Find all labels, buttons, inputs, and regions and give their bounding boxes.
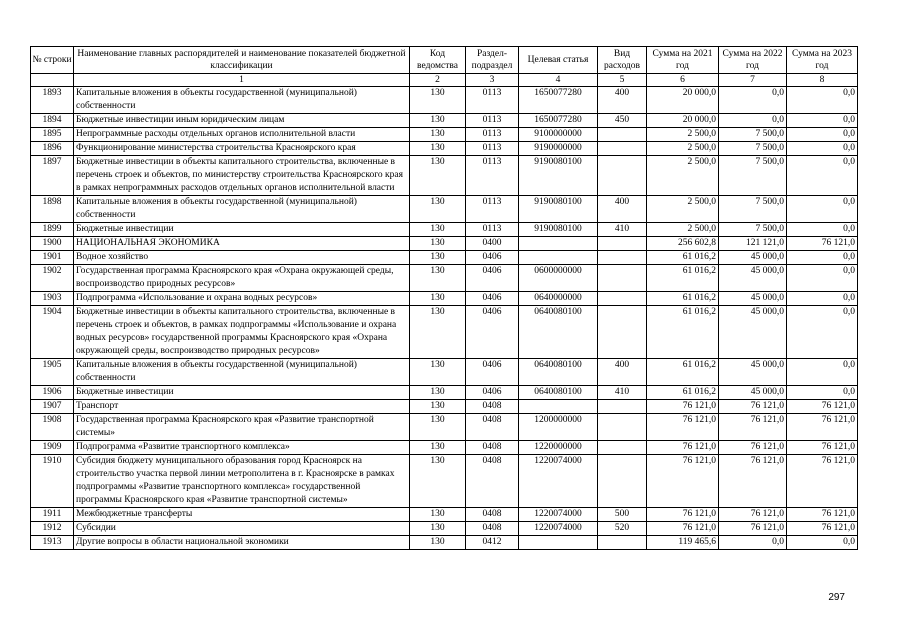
row-number: 1906 (31, 386, 74, 400)
table-row (31, 455, 858, 508)
row-sum-2023: 76 121,0 (787, 237, 858, 251)
row-target-article: 0640000000 (519, 292, 598, 306)
row-section: 0408 (466, 508, 519, 522)
row-department-code: 130 (410, 414, 466, 441)
page-number: 297 (828, 592, 845, 603)
column-number: 6 (647, 74, 719, 87)
row-sum-2022: 45 000,0 (719, 265, 787, 292)
row-section: 0113 (466, 142, 519, 156)
row-section: 0406 (466, 251, 519, 265)
column-number: 5 (598, 74, 647, 87)
row-expense-type: 400 (598, 87, 647, 114)
row-section: 0408 (466, 455, 519, 508)
row-department-code: 130 (410, 265, 466, 292)
table-row (31, 508, 858, 522)
column-header: Сумма на 2022 год (719, 47, 787, 74)
row-department-code: 130 (410, 128, 466, 142)
row-section: 0408 (466, 522, 519, 536)
table-row (31, 522, 858, 536)
row-sum-2021: 61 016,2 (647, 359, 719, 386)
row-number: 1902 (31, 265, 74, 292)
column-header: Вид расходов (598, 47, 647, 74)
row-number: 1908 (31, 414, 74, 441)
row-department-code: 130 (410, 455, 466, 508)
row-sum-2022: 7 500,0 (719, 156, 787, 196)
row-sum-2022: 45 000,0 (719, 306, 787, 359)
table-row (31, 156, 858, 196)
row-section: 0113 (466, 128, 519, 142)
row-target-article: 1220074000 (519, 455, 598, 508)
column-header: Раздел-подраздел (466, 47, 519, 74)
row-sum-2023: 0,0 (787, 223, 858, 237)
row-sum-2023: 76 121,0 (787, 455, 858, 508)
row-department-code: 130 (410, 306, 466, 359)
row-number: 1897 (31, 156, 74, 196)
row-target-article (519, 237, 598, 251)
row-sum-2021: 2 500,0 (647, 128, 719, 142)
row-section: 0406 (466, 265, 519, 292)
row-name: Бюджетные инвестиции (74, 223, 410, 237)
row-sum-2021: 119 465,6 (647, 536, 719, 550)
row-sum-2021: 20 000,0 (647, 87, 719, 114)
row-expense-type (598, 455, 647, 508)
row-number: 1895 (31, 128, 74, 142)
row-target-article: 1650077280 (519, 114, 598, 128)
row-name: Межбюджетные трансферты (74, 508, 410, 522)
row-name: Непрограммные расходы отдельных органов исполнительной власти (74, 128, 410, 142)
row-sum-2021: 76 121,0 (647, 400, 719, 414)
row-number: 1912 (31, 522, 74, 536)
row-name: Подпрограмма «Использование и охрана водных ресурсов» (74, 292, 410, 306)
row-target-article: 0640080100 (519, 386, 598, 400)
row-target-article (519, 536, 598, 550)
row-number: 1896 (31, 142, 74, 156)
table-row (31, 87, 858, 114)
row-section: 0412 (466, 536, 519, 550)
row-target-article: 1220074000 (519, 522, 598, 536)
row-target-article: 9190080100 (519, 223, 598, 237)
row-sum-2023: 76 121,0 (787, 522, 858, 536)
row-sum-2023: 76 121,0 (787, 414, 858, 441)
row-name: Транспорт (74, 400, 410, 414)
row-sum-2023: 0,0 (787, 156, 858, 196)
row-section: 0400 (466, 237, 519, 251)
table-row (31, 292, 858, 306)
row-sum-2021: 256 602,8 (647, 237, 719, 251)
row-sum-2023: 0,0 (787, 386, 858, 400)
row-sum-2022: 45 000,0 (719, 359, 787, 386)
row-sum-2022: 7 500,0 (719, 223, 787, 237)
row-department-code: 130 (410, 114, 466, 128)
row-number: 1905 (31, 359, 74, 386)
row-expense-type (598, 128, 647, 142)
row-section: 0406 (466, 359, 519, 386)
row-sum-2021: 20 000,0 (647, 114, 719, 128)
row-sum-2021: 76 121,0 (647, 508, 719, 522)
row-sum-2021: 61 016,2 (647, 265, 719, 292)
row-sum-2023: 0,0 (787, 87, 858, 114)
header-row (31, 47, 858, 74)
row-sum-2022: 76 121,0 (719, 441, 787, 455)
row-department-code: 130 (410, 196, 466, 223)
row-section: 0408 (466, 414, 519, 441)
column-header: Сумма на 2023 год (787, 47, 858, 74)
table-row (31, 536, 858, 550)
row-sum-2022: 76 121,0 (719, 400, 787, 414)
row-expense-type: 410 (598, 386, 647, 400)
row-sum-2023: 0,0 (787, 359, 858, 386)
row-expense-type (598, 306, 647, 359)
row-name: Бюджетные инвестиции в объекты капитального строительства, включенные в перечень строек и объектов, по министерству строительства Красноярского края в рамках непрограммных расходов отдельных органов исполнительной власти (74, 156, 410, 196)
row-department-code: 130 (410, 156, 466, 196)
row-target-article: 9190080100 (519, 196, 598, 223)
row-number: 1901 (31, 251, 74, 265)
table-row (31, 265, 858, 292)
table-row (31, 441, 858, 455)
row-name: Субсидия бюджету муниципального образования город Красноярск на строительство участка первой линии метрополитена в г. Красноярске в рамках подпрограммы «Развитие транспортного комплекса» государственной программы Красноярского края «Развитие транспортной системы» (74, 455, 410, 508)
row-expense-type (598, 536, 647, 550)
row-section: 0408 (466, 400, 519, 414)
row-department-code: 130 (410, 251, 466, 265)
row-department-code: 130 (410, 359, 466, 386)
row-sum-2021: 76 121,0 (647, 414, 719, 441)
row-sum-2023: 0,0 (787, 128, 858, 142)
row-name: Водное хозяйство (74, 251, 410, 265)
table-row (31, 251, 858, 265)
row-number: 1893 (31, 87, 74, 114)
row-name: Бюджетные инвестиции (74, 386, 410, 400)
row-expense-type (598, 414, 647, 441)
column-number: 4 (519, 74, 598, 87)
row-number: 1911 (31, 508, 74, 522)
row-target-article (519, 251, 598, 265)
row-sum-2023: 0,0 (787, 536, 858, 550)
table-row (31, 223, 858, 237)
table-row (31, 400, 858, 414)
row-target-article: 1220074000 (519, 508, 598, 522)
row-target-article: 1200000000 (519, 414, 598, 441)
row-section: 0406 (466, 386, 519, 400)
row-name: Капитальные вложения в объекты государственной (муниципальной) собственности (74, 196, 410, 223)
row-name: НАЦИОНАЛЬНАЯ ЭКОНОМИКА (74, 237, 410, 251)
row-department-code: 130 (410, 292, 466, 306)
table-header (31, 47, 858, 87)
row-sum-2021: 2 500,0 (647, 223, 719, 237)
row-sum-2021: 76 121,0 (647, 522, 719, 536)
row-sum-2022: 121 121,0 (719, 237, 787, 251)
row-expense-type (598, 441, 647, 455)
row-number: 1894 (31, 114, 74, 128)
row-sum-2023: 0,0 (787, 251, 858, 265)
row-target-article: 1650077280 (519, 87, 598, 114)
row-section: 0113 (466, 156, 519, 196)
row-name: Государственная программа Красноярского края «Развитие транспортной системы» (74, 414, 410, 441)
row-sum-2021: 61 016,2 (647, 306, 719, 359)
row-number: 1898 (31, 196, 74, 223)
row-name: Подпрограмма «Развитие транспортного комплекса» (74, 441, 410, 455)
row-department-code: 130 (410, 386, 466, 400)
row-sum-2021: 61 016,2 (647, 386, 719, 400)
row-expense-type (598, 142, 647, 156)
row-sum-2022: 0,0 (719, 87, 787, 114)
row-department-code: 130 (410, 508, 466, 522)
row-name: Субсидии (74, 522, 410, 536)
row-section: 0406 (466, 292, 519, 306)
row-department-code: 130 (410, 441, 466, 455)
column-number: 7 (719, 74, 787, 87)
row-sum-2023: 0,0 (787, 265, 858, 292)
row-target-article: 9100000000 (519, 128, 598, 142)
row-sum-2023: 76 121,0 (787, 441, 858, 455)
table-row (31, 359, 858, 386)
row-sum-2023: 0,0 (787, 306, 858, 359)
row-sum-2022: 45 000,0 (719, 251, 787, 265)
row-sum-2022: 76 121,0 (719, 522, 787, 536)
row-expense-type (598, 265, 647, 292)
row-section: 0406 (466, 306, 519, 359)
row-sum-2021: 2 500,0 (647, 156, 719, 196)
row-sum-2022: 0,0 (719, 114, 787, 128)
table-row (31, 237, 858, 251)
row-sum-2021: 61 016,2 (647, 292, 719, 306)
table-row (31, 128, 858, 142)
row-section: 0113 (466, 223, 519, 237)
row-department-code: 130 (410, 223, 466, 237)
row-target-article: 1220000000 (519, 441, 598, 455)
row-department-code: 130 (410, 142, 466, 156)
row-department-code: 130 (410, 87, 466, 114)
row-sum-2022: 76 121,0 (719, 455, 787, 508)
table-row (31, 114, 858, 128)
row-sum-2023: 0,0 (787, 142, 858, 156)
column-header: Наименование главных распорядителей и наименование показателей бюджетной классификации (74, 47, 410, 74)
table-row (31, 386, 858, 400)
row-number: 1910 (31, 455, 74, 508)
row-number: 1904 (31, 306, 74, 359)
row-sum-2022: 45 000,0 (719, 386, 787, 400)
row-sum-2023: 76 121,0 (787, 400, 858, 414)
row-expense-type (598, 237, 647, 251)
table-row (31, 196, 858, 223)
row-sum-2021: 2 500,0 (647, 196, 719, 223)
column-number: 1 (74, 74, 410, 87)
row-target-article: 9190000000 (519, 142, 598, 156)
column-number (31, 74, 74, 87)
row-expense-type (598, 251, 647, 265)
column-header: № строки (31, 47, 74, 74)
row-section: 0408 (466, 441, 519, 455)
row-sum-2023: 0,0 (787, 292, 858, 306)
row-sum-2022: 7 500,0 (719, 196, 787, 223)
row-section: 0113 (466, 87, 519, 114)
row-expense-type: 450 (598, 114, 647, 128)
row-expense-type: 500 (598, 508, 647, 522)
table-body (31, 87, 858, 550)
column-header: Код ведомства (410, 47, 466, 74)
row-expense-type (598, 400, 647, 414)
row-target-article: 9190080100 (519, 156, 598, 196)
row-name: Капитальные вложения в объекты государственной (муниципальной) собственности (74, 87, 410, 114)
row-target-article (519, 400, 598, 414)
column-number: 2 (410, 74, 466, 87)
row-department-code: 130 (410, 522, 466, 536)
row-number: 1913 (31, 536, 74, 550)
row-name: Другие вопросы в области национальной экономики (74, 536, 410, 550)
row-department-code: 130 (410, 536, 466, 550)
row-sum-2023: 0,0 (787, 114, 858, 128)
row-department-code: 130 (410, 400, 466, 414)
row-number: 1903 (31, 292, 74, 306)
budget-table (30, 46, 858, 550)
table-row (31, 306, 858, 359)
row-sum-2021: 76 121,0 (647, 455, 719, 508)
row-name: Бюджетные инвестиции в объекты капитального строительства, включенные в перечень строек и объектов, в рамках подпрограммы «Использование и охрана водных ресурсов» государственной программы Красноярского края «Охрана окружающей среды, воспроизводство природных ресурсов» (74, 306, 410, 359)
column-number: 8 (787, 74, 858, 87)
table-row (31, 142, 858, 156)
row-name: Бюджетные инвестиции иным юридическим лицам (74, 114, 410, 128)
row-expense-type: 410 (598, 223, 647, 237)
row-sum-2023: 76 121,0 (787, 508, 858, 522)
row-sum-2022: 7 500,0 (719, 128, 787, 142)
row-sum-2021: 76 121,0 (647, 441, 719, 455)
row-sum-2022: 76 121,0 (719, 508, 787, 522)
row-sum-2022: 76 121,0 (719, 414, 787, 441)
row-target-article: 0640080100 (519, 306, 598, 359)
row-section: 0113 (466, 196, 519, 223)
row-sum-2022: 45 000,0 (719, 292, 787, 306)
row-sum-2022: 7 500,0 (719, 142, 787, 156)
row-target-article: 0600000000 (519, 265, 598, 292)
row-number: 1909 (31, 441, 74, 455)
row-expense-type (598, 292, 647, 306)
row-expense-type: 400 (598, 359, 647, 386)
row-sum-2021: 61 016,2 (647, 251, 719, 265)
row-sum-2023: 0,0 (787, 196, 858, 223)
row-name: Функционирование министерства строительства Красноярского края (74, 142, 410, 156)
row-expense-type: 520 (598, 522, 647, 536)
row-name: Государственная программа Красноярского края «Охрана окружающей среды, воспроизводство природных ресурсов» (74, 265, 410, 292)
row-sum-2021: 2 500,0 (647, 142, 719, 156)
row-number: 1907 (31, 400, 74, 414)
column-number: 3 (466, 74, 519, 87)
row-sum-2022: 0,0 (719, 536, 787, 550)
row-section: 0113 (466, 114, 519, 128)
column-number-row (31, 74, 858, 87)
row-expense-type (598, 156, 647, 196)
row-name: Капитальные вложения в объекты государственной (муниципальной) собственности (74, 359, 410, 386)
row-expense-type: 400 (598, 196, 647, 223)
row-number: 1900 (31, 237, 74, 251)
row-number: 1899 (31, 223, 74, 237)
table-row (31, 414, 858, 441)
row-target-article: 0640080100 (519, 359, 598, 386)
row-department-code: 130 (410, 237, 466, 251)
column-header: Сумма на 2021 год (647, 47, 719, 74)
column-header: Целевая статья (519, 47, 598, 74)
